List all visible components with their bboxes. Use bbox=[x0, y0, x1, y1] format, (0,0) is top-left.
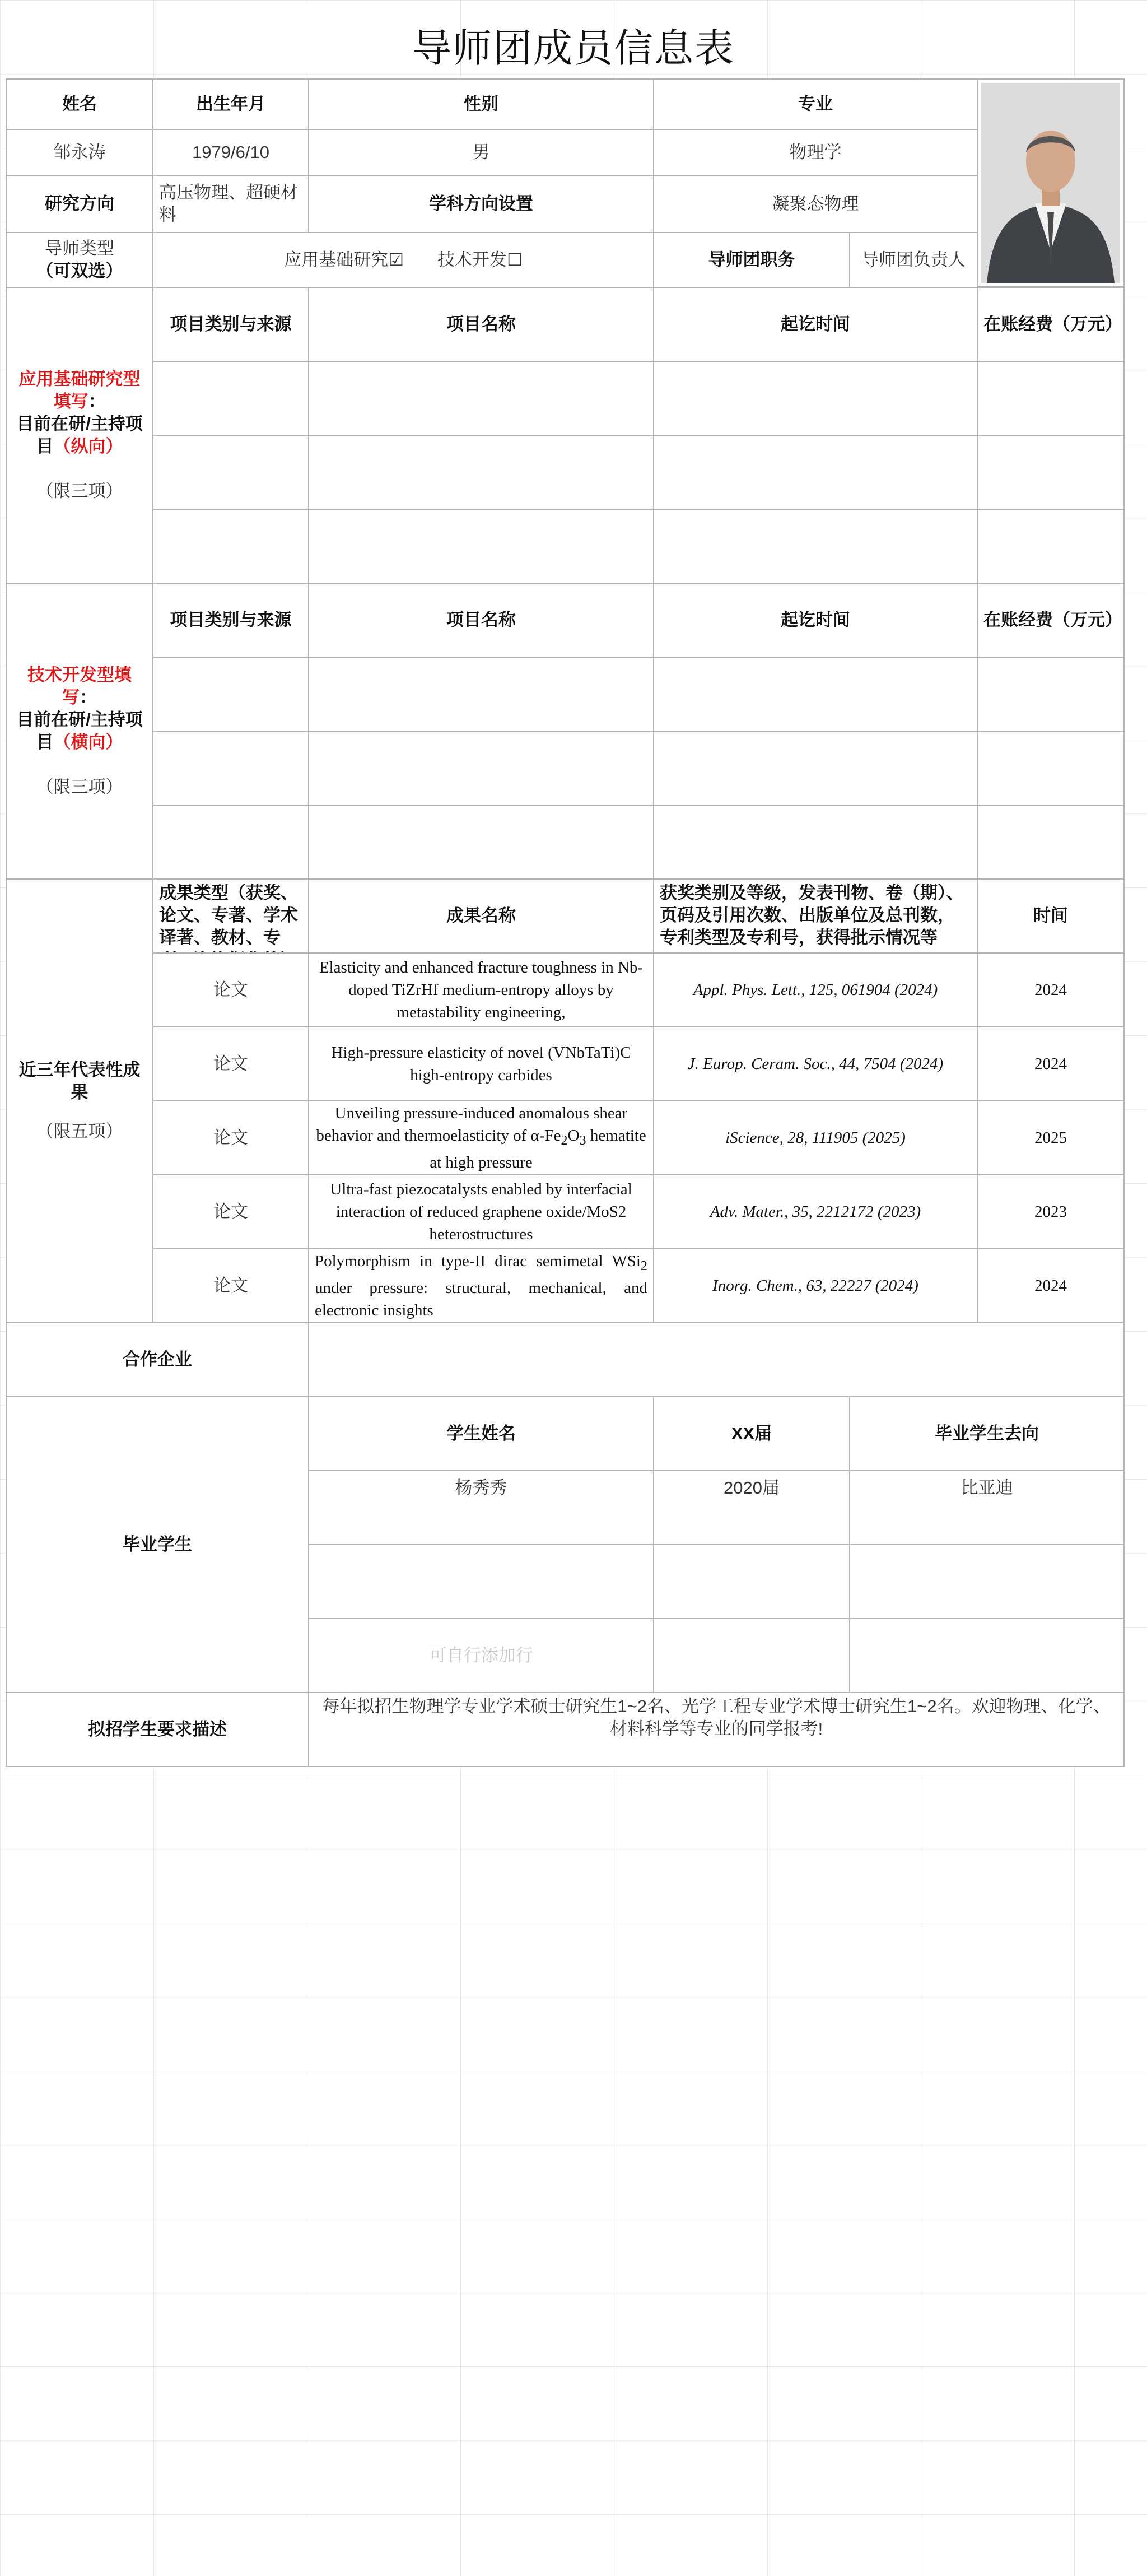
major-label: 专业 bbox=[653, 78, 978, 130]
birth-label: 出生年月 bbox=[152, 78, 309, 130]
achievements-header-type: 成果类型（获奖、论文、专著、学术译著、教材、专 bbox=[152, 878, 309, 954]
achievement-name: Ultra-fast piezocatalysts enabled by interfacial interaction of reduced graphene oxide/MoS2 heterostructures bbox=[308, 1174, 654, 1249]
graduate-year: 2020届 bbox=[653, 1470, 850, 1545]
projects-tech-label-tag: （横向） bbox=[53, 732, 123, 752]
projects-tech-label-red: 技术开发型填写 bbox=[27, 665, 132, 707]
projects-basic-cell[interactable] bbox=[308, 435, 654, 510]
projects-tech-label-line2: 目前在研/主持项目 bbox=[16, 710, 143, 752]
achievement-name: High-pressure elasticity of novel (VNbTaTi)C high-entropy carbides bbox=[308, 1026, 654, 1101]
mentor-type-basic-checkbox[interactable]: ☑ bbox=[388, 250, 404, 269]
mentor-type-note: （可双选） bbox=[36, 261, 123, 281]
mentor-type-tech-label: 技术开发 bbox=[437, 250, 507, 269]
achievement-type: 论文 bbox=[152, 1100, 309, 1175]
projects-basic-label bbox=[6, 287, 153, 584]
projects-basic-header-funds: 在账经费（万元） bbox=[977, 287, 1125, 362]
projects-basic-cell[interactable] bbox=[977, 509, 1125, 584]
graduate-year[interactable] bbox=[653, 1618, 850, 1693]
projects-tech-header-period: 起讫时间 bbox=[653, 583, 978, 658]
graduates-header-destination: 毕业学生去向 bbox=[849, 1396, 1125, 1471]
graduate-destination[interactable] bbox=[849, 1544, 1125, 1619]
projects-tech-cell[interactable] bbox=[977, 731, 1125, 806]
projects-basic-label-line2: 目前在研/主持项目 bbox=[16, 414, 143, 456]
page-title: 导师团成员信息表 bbox=[412, 26, 735, 70]
name-label: 姓名 bbox=[6, 78, 153, 130]
graduate-name: 杨秀秀 bbox=[308, 1470, 654, 1545]
mentor-type-tech-checkbox[interactable]: ☐ bbox=[507, 250, 523, 269]
projects-tech-label bbox=[6, 583, 153, 880]
achievement-time: 2023 bbox=[977, 1174, 1125, 1249]
graduate-destination: 比亚迪 bbox=[849, 1470, 1125, 1545]
achievement-type: 论文 bbox=[152, 1026, 309, 1101]
achievements-label bbox=[6, 878, 153, 1323]
achievement-detail: iScience, 28, 111905 (2025) bbox=[653, 1100, 978, 1175]
duty-label: 导师团职务 bbox=[653, 232, 850, 288]
achievement-type: 论文 bbox=[152, 1248, 309, 1323]
achievement-name-text: hematite at high pressure bbox=[430, 1126, 646, 1172]
partner-label: 合作企业 bbox=[6, 1322, 309, 1397]
mentor-type-options bbox=[152, 232, 654, 288]
duty-value: 导师团负责人 bbox=[849, 232, 978, 288]
achievement-time: 2024 bbox=[977, 1248, 1125, 1323]
achievement-type: 论文 bbox=[152, 952, 309, 1027]
discipline-label: 学科方向设置 bbox=[308, 175, 654, 233]
projects-tech-label-colon: ： bbox=[80, 687, 97, 707]
mentor-type-title: 导师类型 bbox=[45, 239, 114, 258]
graduates-label: 毕业学生 bbox=[6, 1396, 309, 1693]
achievements-title: 近三年代表性成果 bbox=[18, 1060, 141, 1102]
achievement-name-text: O bbox=[567, 1126, 580, 1145]
achievement-detail: Appl. Phys. Lett., 125, 061904 (2024) bbox=[653, 952, 978, 1027]
achievement-type: 论文 bbox=[152, 1174, 309, 1249]
projects-basic-header-name: 项目名称 bbox=[308, 287, 654, 362]
projects-basic-cell[interactable] bbox=[152, 361, 309, 436]
projects-basic-label-red: 应用基础研究型填写 bbox=[18, 369, 141, 411]
achievements-header-time: 时间 bbox=[977, 878, 1125, 954]
projects-tech-cell[interactable] bbox=[653, 805, 978, 880]
avatar bbox=[977, 78, 1125, 287]
gender-label: 性别 bbox=[308, 78, 654, 130]
projects-basic-cell[interactable] bbox=[977, 435, 1125, 510]
achievement-time: 2024 bbox=[977, 952, 1125, 1027]
projects-basic-cell[interactable] bbox=[653, 435, 978, 510]
mentor-type-label bbox=[6, 232, 153, 288]
achievement-detail: J. Europ. Ceram. Soc., 44, 7504 (2024) bbox=[653, 1026, 978, 1101]
graduate-year[interactable] bbox=[653, 1544, 850, 1619]
projects-basic-label-tag: （纵向） bbox=[53, 436, 123, 456]
projects-tech-cell[interactable] bbox=[152, 731, 309, 806]
partner-value[interactable] bbox=[308, 1322, 1125, 1397]
graduates-header-year: XX届 bbox=[653, 1396, 850, 1471]
add-row-hint[interactable]: 可自行添加行 bbox=[308, 1618, 654, 1693]
achievement-name bbox=[308, 1248, 654, 1323]
achievement-name-sub: 2 bbox=[561, 1132, 568, 1148]
name-value: 邹永涛 bbox=[6, 129, 153, 176]
achievement-name-text: under pressure: structural, mechanical, and electronic insights bbox=[315, 1279, 647, 1320]
projects-basic-cell[interactable] bbox=[653, 509, 978, 584]
projects-tech-cell[interactable] bbox=[653, 657, 978, 732]
projects-basic-header-period: 起讫时间 bbox=[653, 287, 978, 362]
achievement-name-text: Polymorphism in type-II dirac semimetal WSi bbox=[315, 1252, 641, 1270]
birth-value: 1979/6/10 bbox=[152, 129, 309, 176]
graduates-header-name: 学生姓名 bbox=[308, 1396, 654, 1471]
projects-tech-cell[interactable] bbox=[152, 805, 309, 880]
achievements-header-name: 成果名称 bbox=[308, 878, 654, 954]
achievements-limit: （限五项） bbox=[36, 1122, 123, 1141]
research-label: 研究方向 bbox=[6, 175, 153, 233]
major-value: 物理学 bbox=[653, 129, 978, 176]
achievement-time: 2025 bbox=[977, 1100, 1125, 1175]
projects-tech-header-name: 项目名称 bbox=[308, 583, 654, 658]
achievement-name-sub: 2 bbox=[640, 1258, 647, 1273]
achievement-name: Elasticity and enhanced fracture toughness in Nb-doped TiZrHf medium-entropy alloys by metastability engineering, bbox=[308, 952, 654, 1027]
requirements-value: 每年拟招生物理学专业学术硕士研究生1~2名、光学工程专业学术博士研究生1~2名。欢迎物理、化学、材料科学等专业的同学报考! bbox=[308, 1692, 1125, 1767]
achievement-name-text: Unveiling pressure-induced anomalous shear behavior and thermoelasticity of α-Fe bbox=[316, 1104, 628, 1145]
projects-tech-cell[interactable] bbox=[653, 731, 978, 806]
achievement-name bbox=[308, 1100, 654, 1175]
achievement-detail: Adv. Mater., 35, 2212172 (2023) bbox=[653, 1174, 978, 1249]
projects-tech-cell[interactable] bbox=[977, 805, 1125, 880]
projects-basic-cell[interactable] bbox=[152, 509, 309, 584]
achievements-header-detail: 获奖类别及等级，发表刊物、卷（期）、页码及引用次数、出版单位及总刊数，专利类型及专利号，获得批示情况等 bbox=[653, 878, 978, 954]
projects-basic-cell[interactable] bbox=[977, 361, 1125, 436]
requirements-label: 拟招学生要求描述 bbox=[6, 1692, 309, 1767]
projects-tech-cell[interactable] bbox=[308, 731, 654, 806]
achievement-time: 2024 bbox=[977, 1026, 1125, 1101]
gender-value: 男 bbox=[308, 129, 654, 176]
projects-basic-cell[interactable] bbox=[308, 361, 654, 436]
projects-tech-cell[interactable] bbox=[308, 805, 654, 880]
projects-basic-label-colon: ： bbox=[88, 392, 106, 411]
projects-basic-header-source: 项目类别与来源 bbox=[152, 287, 309, 362]
projects-tech-cell[interactable] bbox=[977, 657, 1125, 732]
discipline-value: 凝聚态物理 bbox=[653, 175, 978, 233]
achievement-name-sub: 3 bbox=[579, 1132, 586, 1148]
projects-tech-header-source: 项目类别与来源 bbox=[152, 583, 309, 658]
projects-basic-limit: （限三项） bbox=[36, 481, 123, 501]
projects-basic-cell[interactable] bbox=[308, 509, 654, 584]
achievement-detail: Inorg. Chem., 63, 22227 (2024) bbox=[653, 1248, 978, 1323]
person-photo-icon bbox=[981, 83, 1120, 283]
research-value: 高压物理、超硬材料 bbox=[152, 175, 309, 233]
mentor-type-basic-label: 应用基础研究 bbox=[284, 250, 389, 269]
graduate-name[interactable] bbox=[308, 1544, 654, 1619]
projects-tech-header-funds: 在账经费（万元） bbox=[977, 583, 1125, 658]
projects-tech-limit: （限三项） bbox=[36, 777, 123, 797]
projects-tech-cell[interactable] bbox=[152, 657, 309, 732]
projects-basic-cell[interactable] bbox=[653, 361, 978, 436]
projects-tech-cell[interactable] bbox=[308, 657, 654, 732]
projects-basic-cell[interactable] bbox=[152, 435, 309, 510]
graduate-destination[interactable] bbox=[849, 1618, 1125, 1693]
